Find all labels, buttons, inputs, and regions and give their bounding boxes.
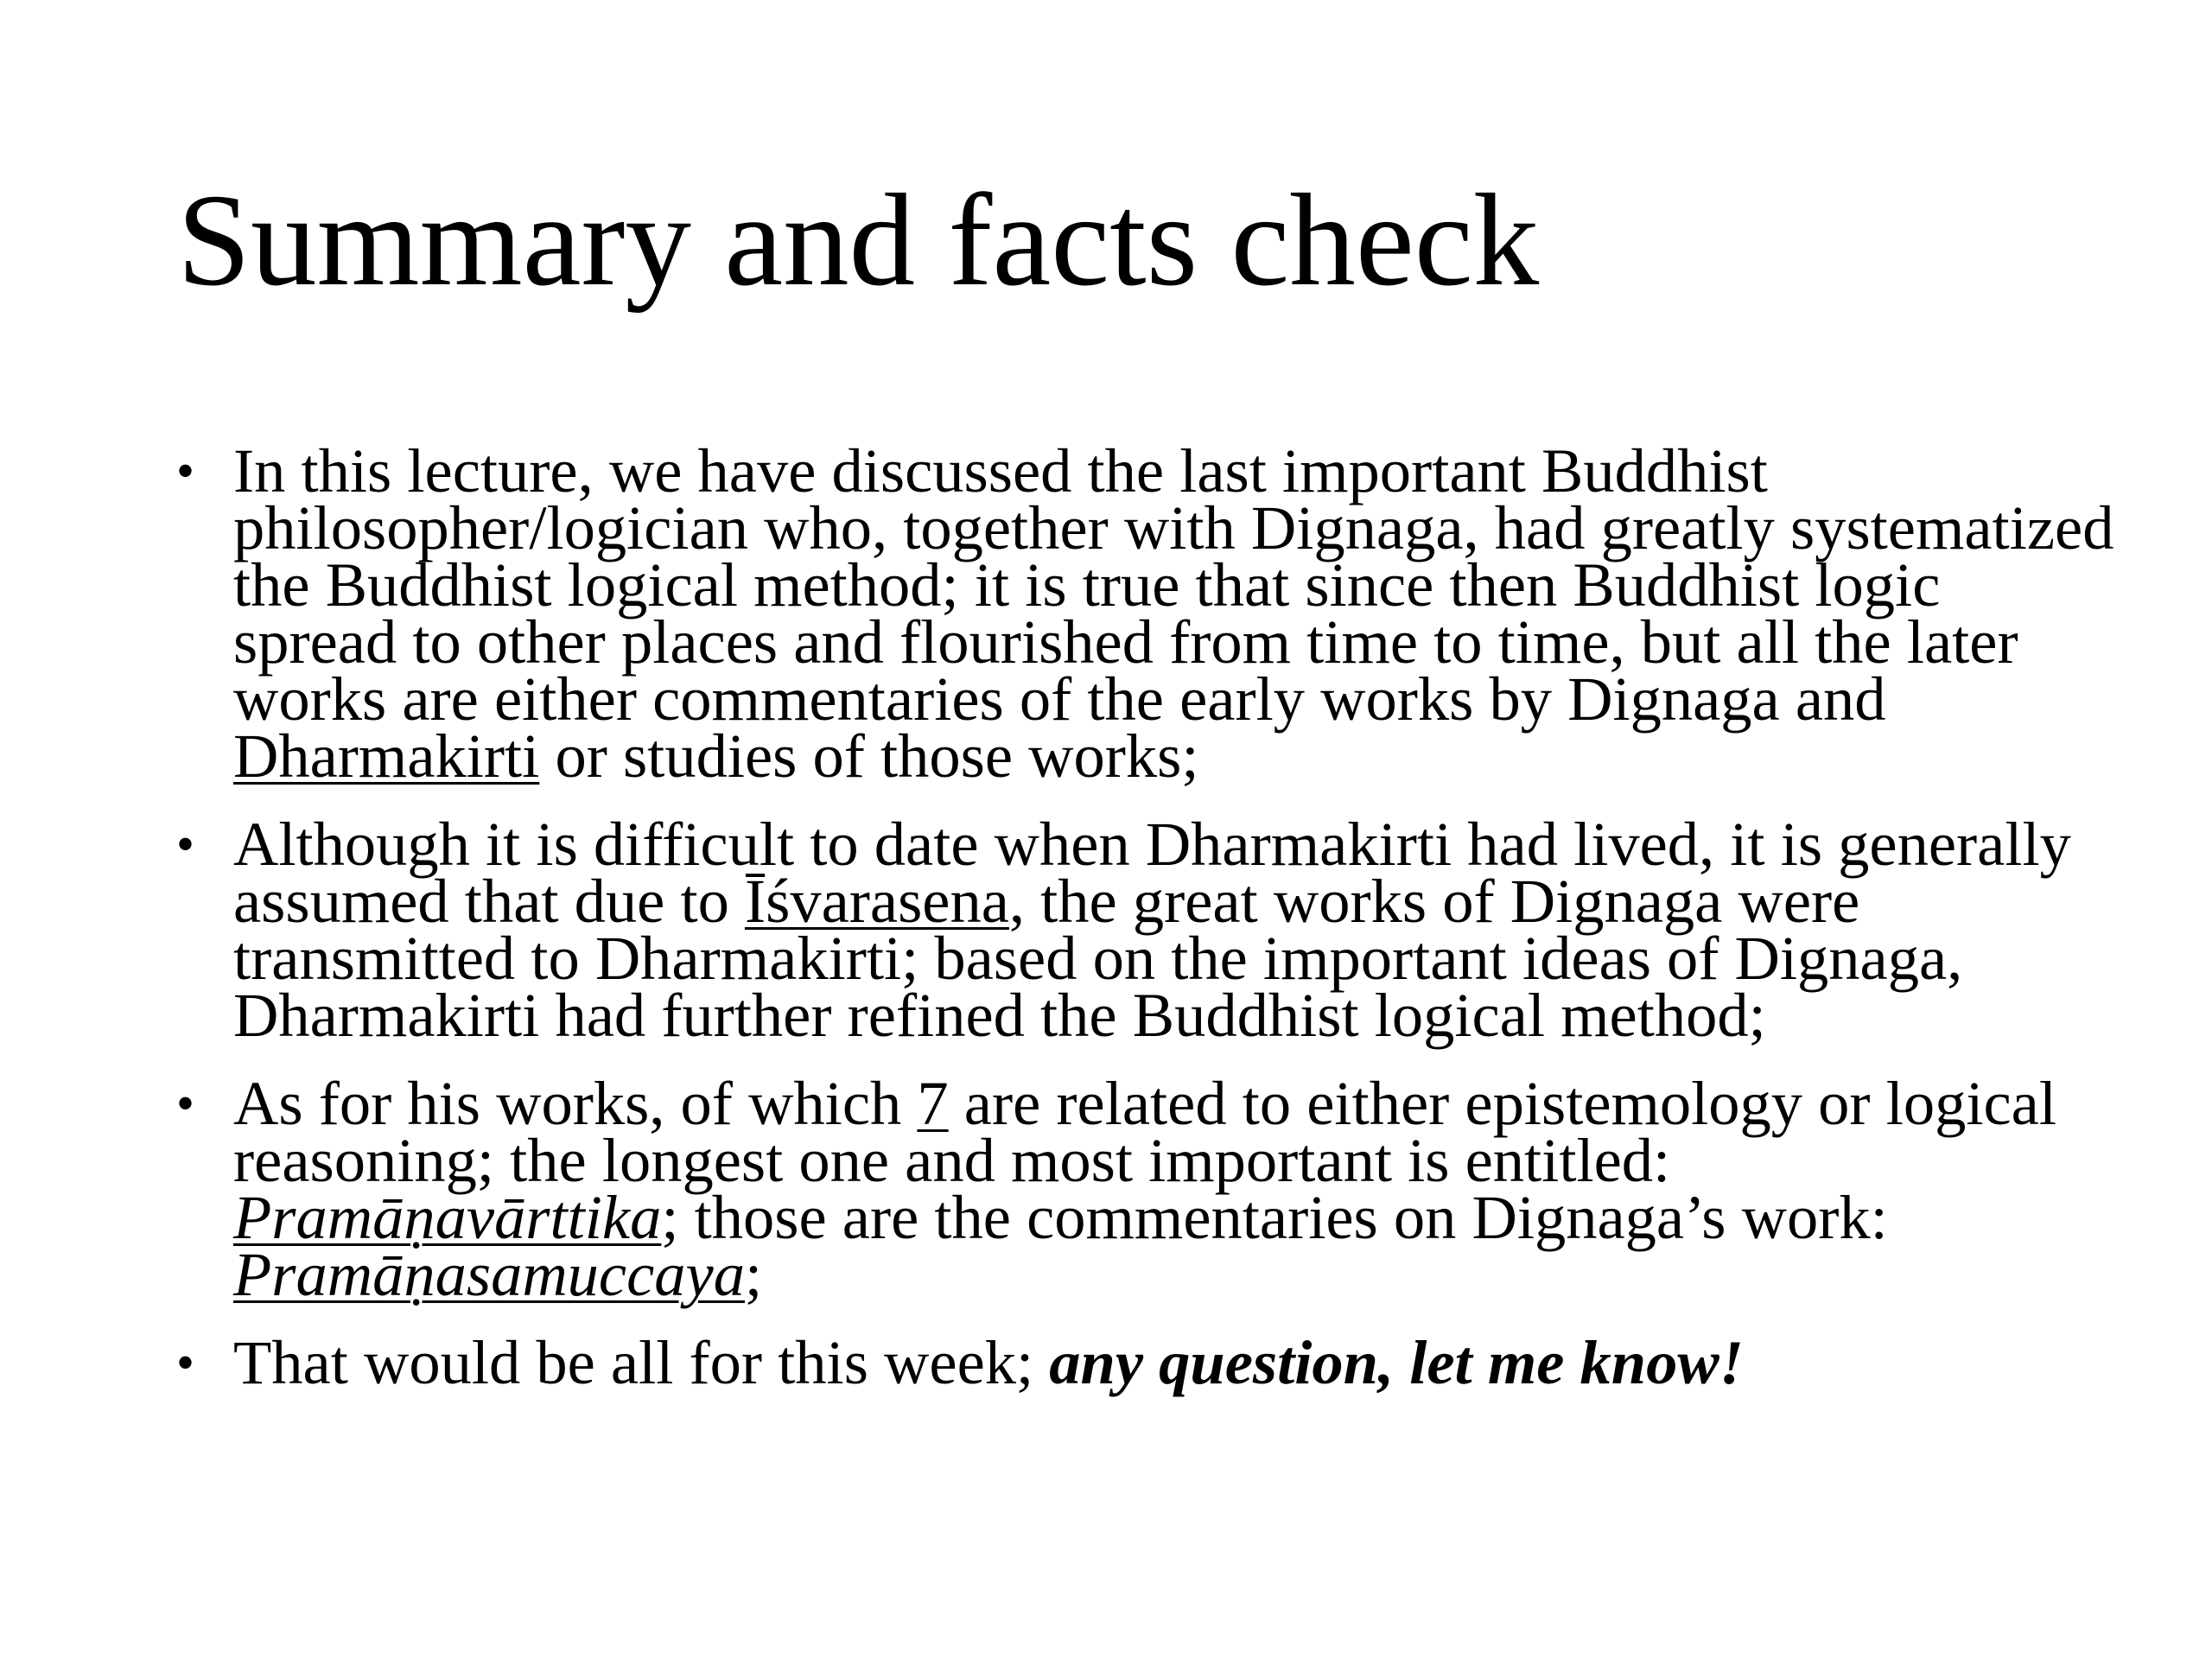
bullet-marker: • <box>176 1075 195 1132</box>
bullet-list <box>173 435 2117 1422</box>
bullet-marker: • <box>176 816 195 873</box>
bullet-text: or studies of those works; <box>539 721 1199 791</box>
term-pramanavarttika: Pramāṇavārttika <box>233 1182 662 1252</box>
bullet-text: That would be all for this week; <box>233 1327 1050 1397</box>
bullet-item-2 <box>173 809 2117 1050</box>
bullet-item-3 <box>173 1068 2117 1309</box>
bullet-text: In this lecture, we have discussed the last important Buddhist philosopher/logician who, together with Dignaga, had greatly systematized the Buddhist logical method; it is true that since then Buddhist logic spread to other places and flourished from time to time, but all the later works are either commentaries of the early works by Dignaga and <box>233 435 2114 734</box>
slide-title: Summary and facts check <box>177 168 1540 314</box>
bullet-marker: • <box>176 1334 195 1391</box>
term-pramanasamuccaya: Pramāṇasamuccaya <box>233 1239 745 1309</box>
bullet-text: , the great works of Dignaga were transmitted to Dharmakirti; based on the important ideas of Dignaga, Dharmakirti had further refined the Buddhist logical method; <box>233 866 1963 1050</box>
bullet-marker: • <box>176 442 195 499</box>
bullet-text: ; <box>744 1239 763 1309</box>
bullet-text: Although it is difficult to date when Dharmakirti had lived, it is generally assumed that due to <box>233 809 2071 936</box>
term-isvarasena: Īśvarasena <box>744 866 1009 936</box>
bullet-text: ; those are the commentaries on Dignaga’s work: <box>661 1182 1888 1252</box>
bullet-text: are related to either epistemology or logical reasoning; the longest one and most important is entitled: <box>233 1068 2056 1195</box>
term-dharmakirti: Dharmakirti <box>233 721 540 791</box>
term-seven: 7 <box>917 1068 949 1138</box>
closing-emphasis: any question, let me know! <box>1049 1327 1744 1397</box>
bullet-item-4 <box>173 1327 2117 1397</box>
bullet-text: As for his works, of which <box>233 1068 918 1138</box>
bullet-item-1 <box>173 435 2117 791</box>
